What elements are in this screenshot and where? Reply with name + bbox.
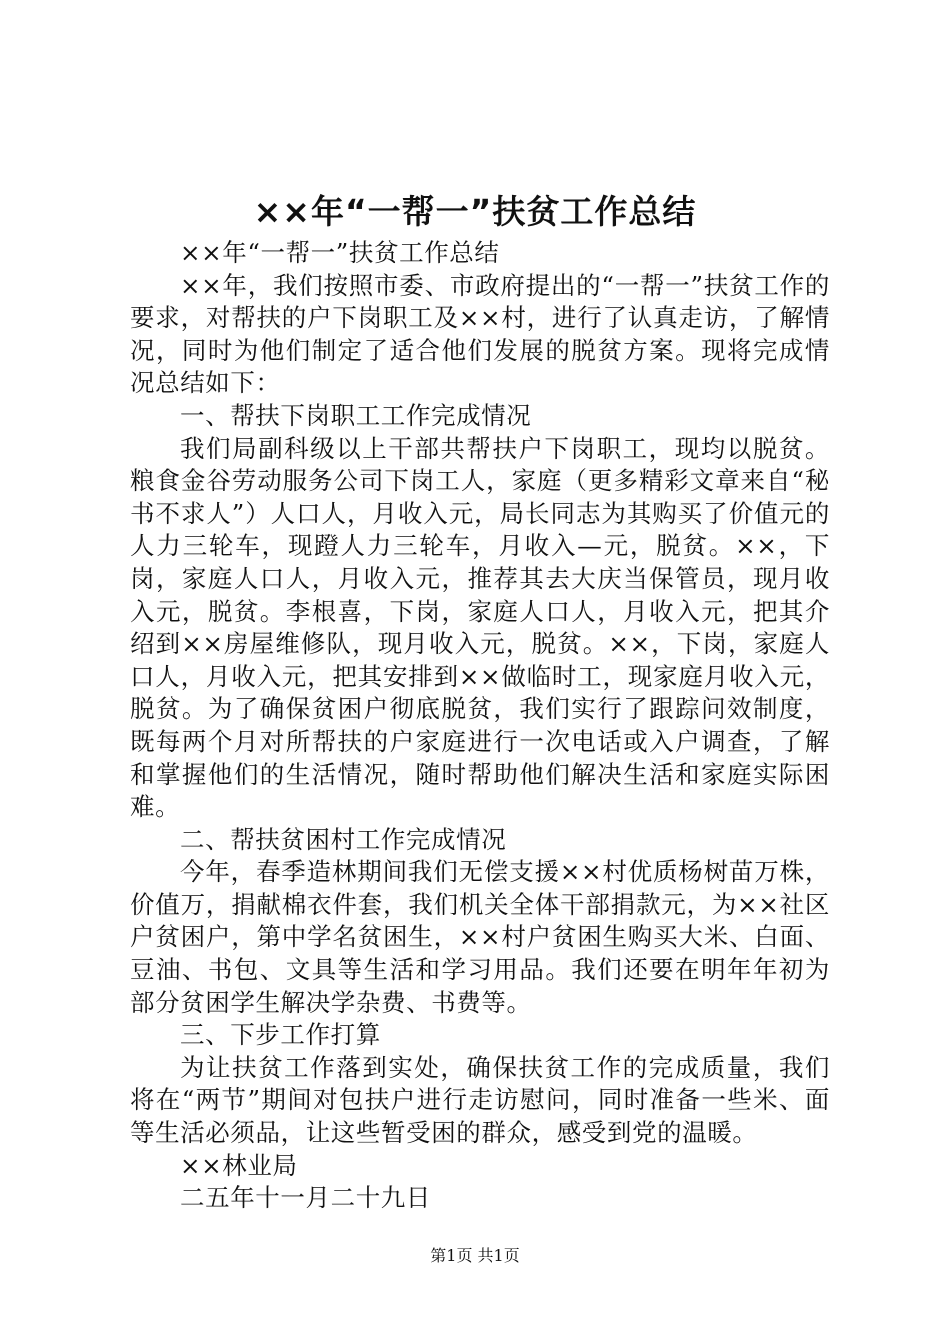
- page-number-footer: 第1页 共1页: [430, 1246, 520, 1265]
- document-body: [130, 237, 830, 1215]
- section-heading-1: 一、帮扶下岗职工工作完成情况: [180, 400, 532, 430]
- subtitle-paragraph: ××年“一帮一”扶贫工作总结: [180, 238, 500, 267]
- signature-organization: ××林业局: [180, 1150, 298, 1180]
- section-2-paragraph: 今年，春季造林期间我们无偿支援××村优质杨树苗万株，价值万，捐献棉衣件套，我们机关全体干部捐款元，为××社区户贫困户，第中学名贫困生，××村户贫困生购买大米、白面、豆油、书包、文具等生活和学习用品。我们还要在明年年初为部分贫困学生解决学杂费、书费等。: [130, 857, 830, 1017]
- section-heading-3: 三、下步工作打算: [180, 1020, 381, 1050]
- intro-paragraph: ××年，我们按照市委、市政府提出的“一帮一”扶贫工作的要求，对帮扶的户下岗职工及××村，进行了认真走访，了解情况，同时为他们制定了适合他们发展的脱贫方案。现将完成情况总结如下：: [130, 270, 830, 398]
- document-title: ××年“一帮一”扶贫工作总结: [253, 192, 697, 231]
- section-1-paragraph: 我们局副科级以上干部共帮扶户下岗职工，现均以脱贫。粮食金谷劳动服务公司下岗工人，家庭（更多精彩文章来自“秘书不求人”）人口人，月收入元，局长同志为其购买了价值元的人力三轮车，现蹬人力三轮车，月收入—元，脱贫。××，下岗，家庭人口人，月收入元，推荐其去大庆当保管员，现月收入元，脱贫。李根喜，下岗，家庭人口人，月收入元，把其介绍到××房屋维修队，现月收入元，脱贫。××，下岗，家庭人口人，月收入元，把其安排到××做临时工，现家庭月收入元，脱贫。为了确保贫困户彻底脱贫，我们实行了跟踪问效制度，既每两个月对所帮扶的户家庭进行一次电话或入户调查，了解和掌握他们的生活情况，随时帮助他们解决生活和家庭实际困难。: [130, 433, 830, 822]
- section-3-paragraph: 为让扶贫工作落到实处，确保扶贫工作的完成质量，我们将在“两节”期间对包扶户进行走访慰问，同时准备一些米、面等生活必须品，让这些暂受困的群众，感受到党的温暖。: [130, 1052, 830, 1148]
- signature-date: 二五年十一月二十九日: [180, 1183, 431, 1213]
- section-heading-2: 二、帮扶贫困村工作完成情况: [180, 824, 507, 854]
